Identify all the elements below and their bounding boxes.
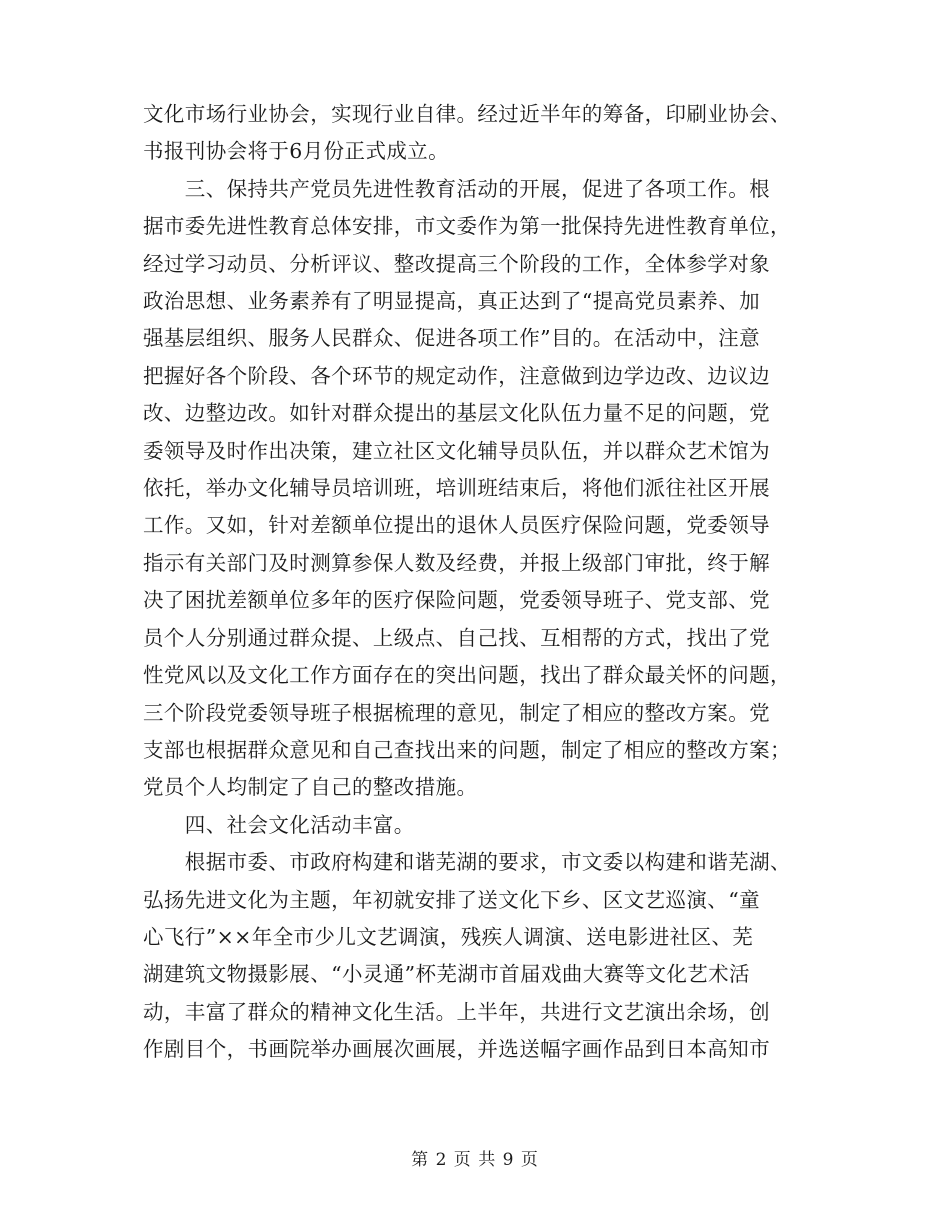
text-line: 弘扬先进文化为主题，年初就安排了送文化下乡、区文艺巡演、“童	[143, 887, 760, 912]
text-line: 党员个人均制定了自己的整改措施。	[143, 775, 478, 800]
text-line: 三个阶段党委领导班子根据梳理的意见，制定了相应的整改方案。党	[143, 700, 770, 725]
text-line: 文化市场行业协会，实现行业自律。经过近半年的筹备，印刷业协会、	[143, 102, 791, 126]
text-line: 政治思想、业务素养有了明显提高，真正达到了“提高党员素养、加	[143, 289, 760, 314]
text-line: 性党风以及文化工作方面存在的突出问题，找出了群众最关怀的问题，	[143, 663, 791, 688]
text-line: 四、社会文化活动丰富。	[143, 812, 415, 837]
text-line: 决了困扰差额单位多年的医疗保险问题，党委领导班子、党支部、党	[143, 588, 770, 613]
text-line: 委领导及时作出决策，建立社区文化辅导员队伍，并以群众艺术馆为	[143, 438, 770, 463]
page-footer: 第 2 页 共 9 页	[411, 1150, 539, 1170]
text-line: 强基层组织、服务人民群众、促进各项工作”目的。在活动中，注意	[143, 326, 760, 351]
text-line: 改、边整边改。如针对群众提出的基层文化队伍力量不足的问题，党	[143, 401, 770, 426]
text-line: 员个人分别通过群众提、上级点、自己找、互相帮的方式，找出了党	[143, 625, 770, 650]
text-line: 指示有关部门及时测算参保人数及经费，并报上级部门审批，终于解	[143, 550, 770, 575]
text-line: 根据市委、市政府构建和谐芜湖的要求，市文委以构建和谐芜湖、	[143, 850, 791, 875]
document-body	[143, 96, 823, 1069]
text-line: 湖建筑文物摄影展、“小灵通”杯芜湖市首届戏曲大赛等文化艺术活	[143, 962, 750, 987]
text-line: 作剧目个，书画院举办画展次画展，并选送幅字画作品到日本高知市	[143, 1037, 770, 1062]
text-line: 书报刊协会将于6月份正式成立。	[143, 139, 450, 164]
text-line: 心飞行”××年全市少儿文艺调演，残疾人调演、送电影进社区、芜	[143, 924, 754, 949]
text-line: 三、保持共产党员先进性教育活动的开展，促进了各项工作。根	[143, 176, 770, 201]
text-line: 依托，举办文化辅导员培训班，培训班结束后，将他们派往社区开展	[143, 476, 770, 501]
text-line: 经过学习动员、分析评议、整改提高三个阶段的工作，全体参学对象	[143, 251, 770, 276]
text-line: 把握好各个阶段、各个环节的规定动作，注意做到边学边改、边议边	[143, 363, 770, 388]
text-line: 据市委先进性教育总体安排，市文委作为第一批保持先进性教育单位，	[143, 214, 791, 239]
text-line: 工作。又如，针对差额单位提出的退休人员医疗保险问题，党委领导	[143, 513, 770, 538]
text-line: 支部也根据群众意见和自己查找出来的问题，制定了相应的整改方案；	[143, 737, 791, 762]
text-line: 动，丰富了群众的精神文化生活。上半年，共进行文艺演出余场，创	[143, 999, 770, 1024]
